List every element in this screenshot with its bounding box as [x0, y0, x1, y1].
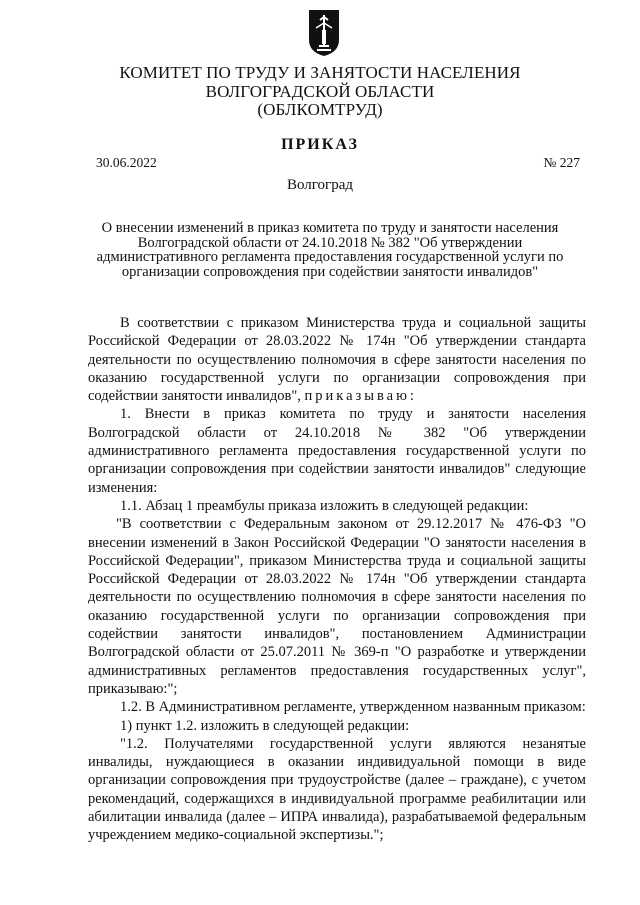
org-line-2: ВОЛГОГРАДСКОЙ ОБЛАСТИ [205, 81, 435, 101]
document-body [88, 314, 586, 845]
org-line-1: КОМИТЕТ ПО ТРУДУ И ЗАНЯТОСТИ НАСЕЛЕНИЯ [119, 63, 521, 82]
paragraph-item-1: 1. Внести в приказ комитета по труду и занятости населения Волгоградской области от 24.10.2018 № 382 "Об утверждении административного регламента предоставления государственной услуги по организации сопровождения при содействии занятости инвалидов" следующие изменения: [88, 406, 586, 496]
paragraph-item-1-2: 1.2. В Административном регламенте, утвержденном названным приказом: [120, 699, 586, 716]
document-date: 30.06.2022 [96, 155, 157, 170]
paragraph-preamble [88, 314, 586, 405]
org-line-3: (ОБЛКОМТРУД) [257, 100, 383, 119]
document-subject: О внесении изменений в приказ комитета по труду и занятости населения Волгоградской области от 24.10.2018 № 382 "Об утверждении административного регламента предоставления государственной услуги по организации сопровождения при содействии занятости инвалидов" [96, 220, 564, 280]
paragraph-subitem-1: 1) пункт 1.2. изложить в следующей редакции: [120, 717, 410, 734]
paragraph-item-1-1: 1.1. Абзац 1 преамбулы приказа изложить в следующей редакции: [120, 497, 529, 514]
order-verb: приказываю: [304, 388, 417, 405]
volgograd-coat-of-arms-icon [307, 8, 341, 58]
paragraph-quote-preamble: "В соответствии с Федеральным законом от 29.12.2017 № 476-ФЗ "О внесении изменений в Закон Российской Федерации "О занятости населения в Российской Федерации", приказом Министерства труда и социальной защиты Российской Федерации от 28.03.2022 № 174н "Об утверждении стандарта деятельности по осуществлению полномочия в сфере занятости населения по оказанию государственной услуги по организации сопровождения при содействии занятости инвалидов", постановлением Администрации Волгоградской области от 25.07.2011 № 369-п "О разработке и утверждении административных регламентов предоставления государственных услуг", приказываю:"; [88, 516, 586, 697]
document-type: ПРИКАЗ [281, 136, 359, 153]
document-city: Волгоград [286, 177, 353, 193]
paragraph-quote-1-2: "1.2. Получателями государственной услуги являются незанятые инвалиды, нуждающиеся в оказании индивидуальной помощи в виде организации сопровождения при трудоустройстве (далее – граждане), с учетом рекомендаций, содержащихся в индивидуальной программе реабилитации или абилитации инвалида (далее – ИПРА инвалида), разрабатываемой федеральным учреждением медико-социальной экспертизы."; [88, 735, 586, 844]
document-number: № 227 [543, 155, 580, 170]
preamble-text: В соответствии с приказом Министерства труда и социальной защиты Российской Федерации от 28.03.2022 № 174н "Об утверждении стандарта деятельности по осуществлению полномочия в сфере занятости населения по оказанию государственной услуги по организации сопровождения при содействии занятости инвалидов", [88, 315, 586, 405]
organization-name [0, 64, 640, 120]
